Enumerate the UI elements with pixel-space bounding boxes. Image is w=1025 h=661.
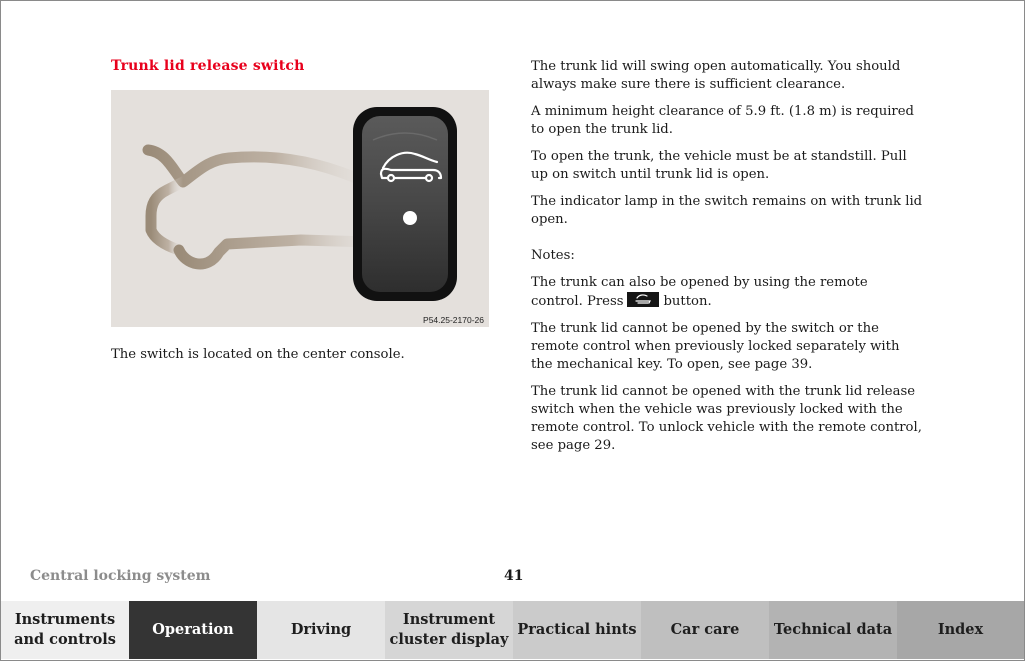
tab-index[interactable]: Index	[897, 601, 1024, 659]
page-number: 41	[504, 568, 524, 584]
figure-code: P54.25-2170-26	[423, 315, 484, 325]
switch-button	[353, 107, 457, 301]
trunk-key-icon	[627, 292, 659, 307]
section-title: Trunk lid release switch	[111, 58, 305, 74]
chapter-tab-bar	[1, 601, 1024, 659]
notes-heading: Notes:	[531, 248, 575, 263]
tab-car-care[interactable]: Car care	[641, 601, 769, 659]
note-remote-suffix: button.	[663, 294, 712, 309]
tab-practical-hints[interactable]: Practical hints	[513, 601, 641, 659]
note-remote-text: The trunk can also be opened by using the remote control. Press	[531, 275, 868, 309]
note-remote-locked: The trunk lid cannot be opened with the trunk lid release switch when the vehicle was previously locked with the remote control. To unlock vehicle with the remote control, see page 29.	[531, 384, 922, 453]
paragraph-clearance: The trunk lid will swing open automatically. You should always make sure there is sufficient clearance.	[531, 59, 901, 92]
footer-section-name: Central locking system	[30, 568, 211, 584]
switch-illustration	[111, 90, 489, 327]
note-mechanical-key: The trunk lid cannot be opened by the switch or the remote control when previously locked separately with the mechanical key. To open, see page 39.	[531, 321, 900, 372]
instructions-column	[531, 58, 923, 464]
tab-operation[interactable]: Operation	[129, 601, 257, 659]
car-outline	[148, 150, 386, 264]
note-remote	[531, 274, 923, 311]
paragraph-height: A minimum height clearance of 5.9 ft. (1.8 m) is required to open the trunk lid.	[531, 104, 914, 137]
tab-instrument-cluster-display[interactable]: Instrument cluster display	[385, 601, 513, 659]
tab-technical-data[interactable]: Technical data	[769, 601, 897, 659]
tab-instruments-and-controls[interactable]: Instruments and controls	[1, 601, 129, 659]
trunk-switch-illustration	[111, 90, 489, 327]
indicator-lamp	[403, 211, 417, 225]
figure-caption: The switch is located on the center console.	[111, 347, 405, 362]
paragraph-indicator: The indicator lamp in the switch remains on with trunk lid open.	[531, 194, 923, 227]
tab-driving[interactable]: Driving	[257, 601, 385, 659]
paragraph-open: To open the trunk, the vehicle must be at standstill. Pull up on switch until trunk lid is open.	[531, 149, 907, 182]
